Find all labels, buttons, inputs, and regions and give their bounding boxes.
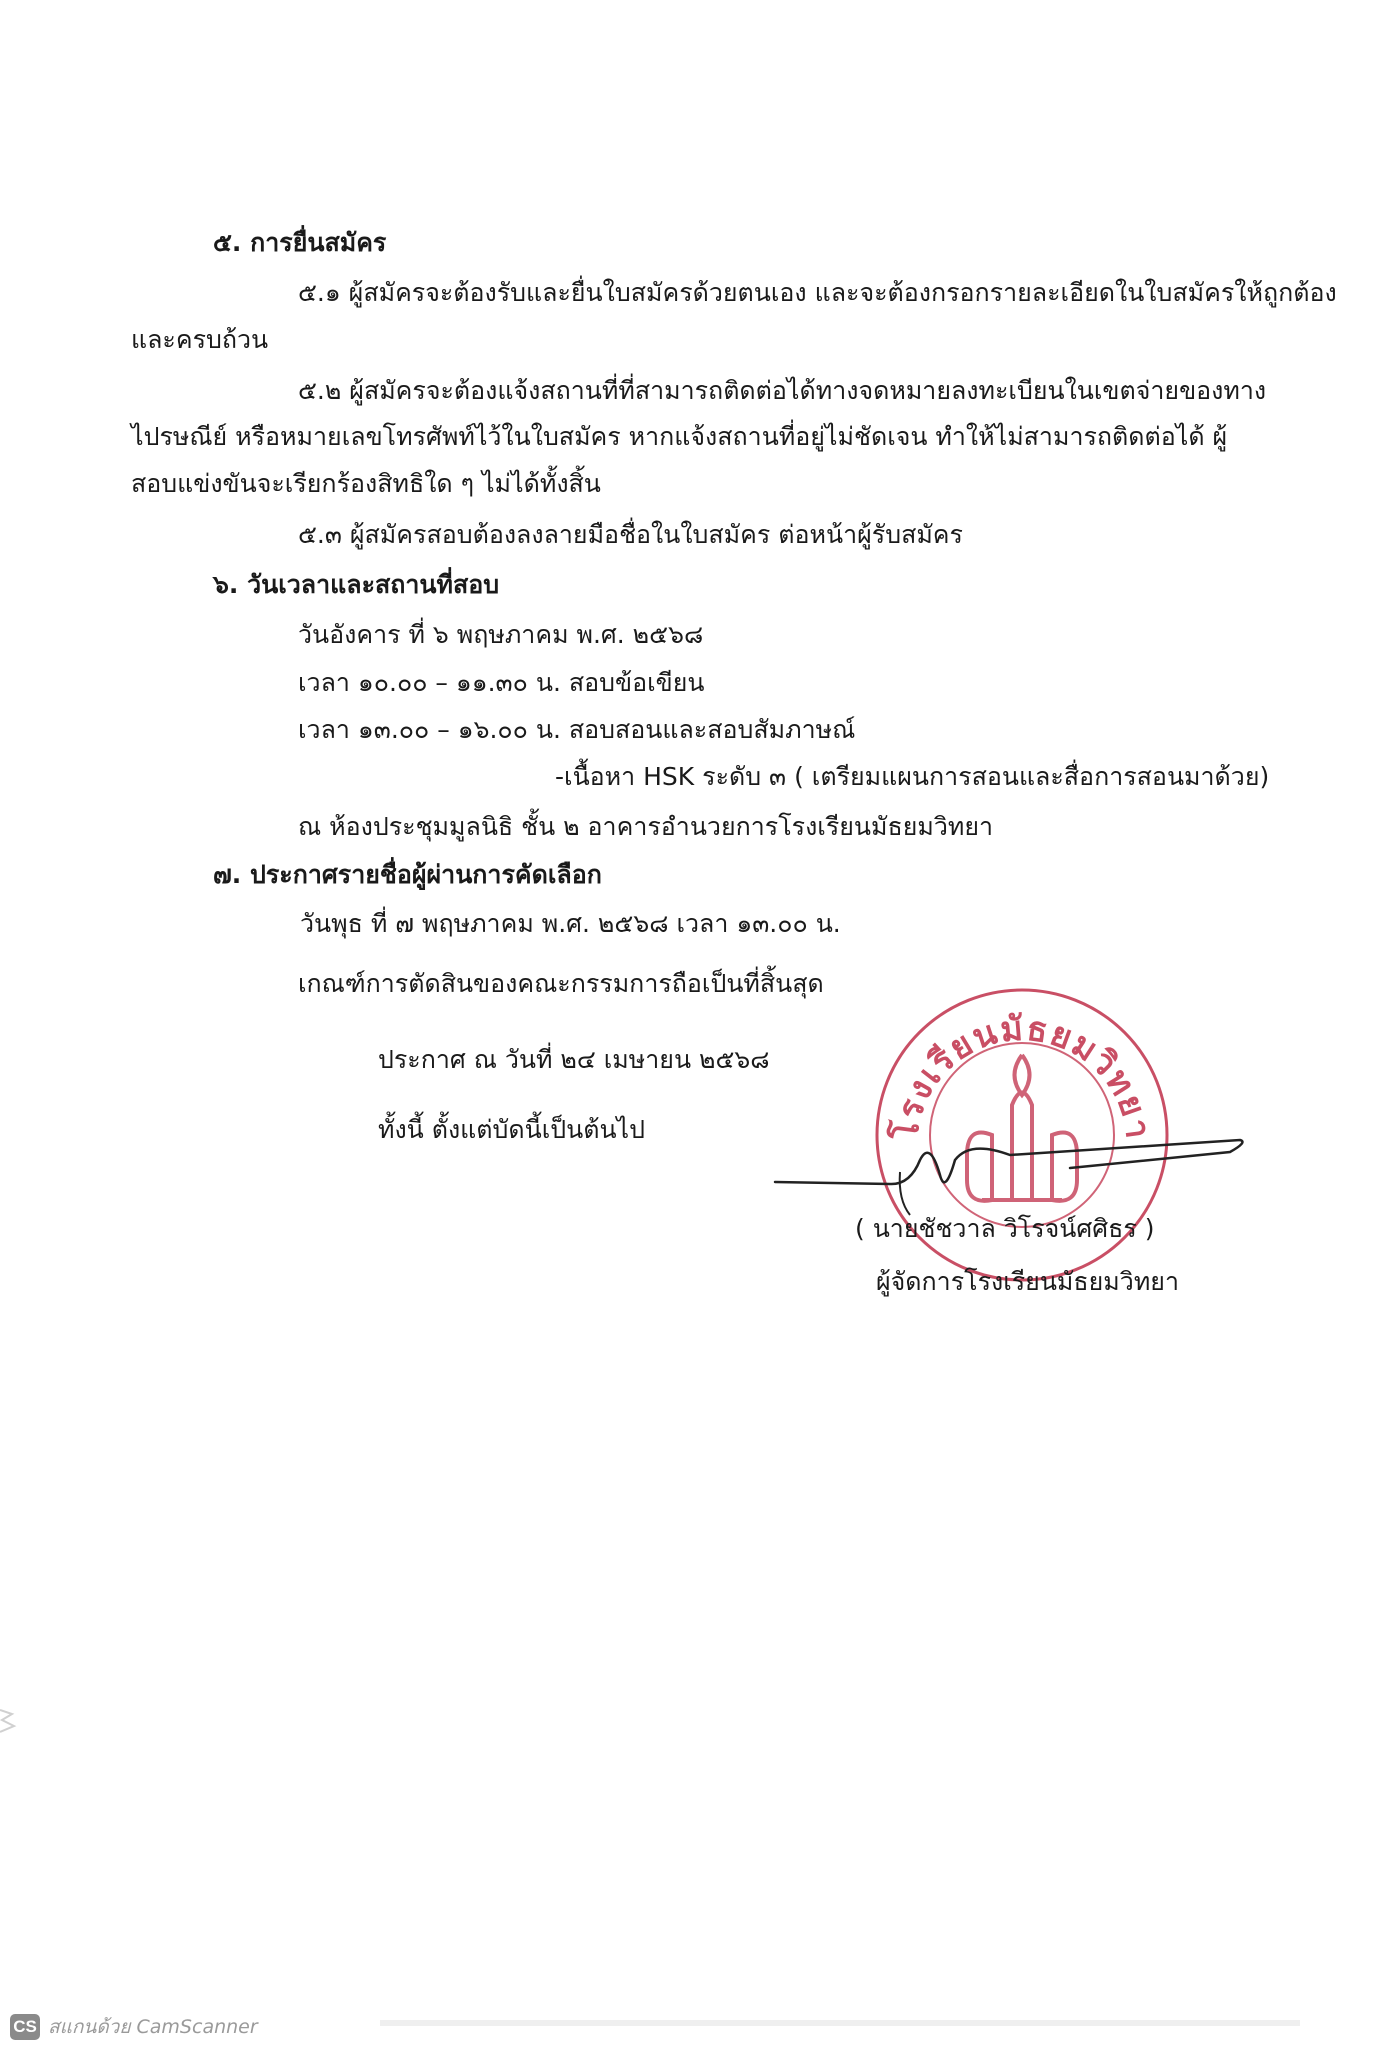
s5-3: ๕.๓ ผู้สมัครสอบต้องลงลายมือชื่อในใบสมัคร ต่อหน้าผู้รับสมัคร: [298, 520, 963, 549]
announced-date: ประกาศ ณ วันที่ ๒๔ เมษายน ๒๕๖๘: [378, 1045, 770, 1074]
section5-heading: ๕. การยื่นสมัคร: [213, 228, 387, 257]
signer-name: ( นายชัชวาล วิโรจน์ศศิธร ): [855, 1214, 1155, 1243]
s6-time2: เวลา ๑๓.๐๐ – ๑๖.๐๐ น. สอบสอนและสอบสัมภาษณ์: [298, 715, 856, 744]
s6-date: วันอังคาร ที่ ๖ พฤษภาคม พ.ศ. ๒๕๖๘: [298, 620, 704, 649]
s6-content: -เนื้อหา HSK ระดับ ๓ ( เตรียมแผนการสอนและสื่อการสอนมาด้วย): [555, 762, 1270, 791]
s5-1-line2: และครบถ้วน: [131, 325, 269, 354]
camscanner-text: สแกนด้วย CamScanner: [48, 2016, 258, 2038]
stamp-text: โรงเรียนมัธยมวิทยา: [885, 1008, 1159, 1143]
section7-heading: ๗. ประกาศรายชื่อผู้ผ่านการคัดเลือก: [213, 860, 602, 889]
camscanner-logo-icon: CS: [10, 2014, 40, 2040]
s7-date: วันพุธ ที่ ๗ พฤษภาคม พ.ศ. ๒๕๖๘ เวลา ๑๓.๐๐ น.: [300, 909, 841, 938]
s5-2-line3: สอบแข่งขันจะเรียกร้องสิทธิใด ๆ ไม่ได้ทั้งสิ้น: [131, 469, 601, 498]
s5-2-line1: ๕.๒ ผู้สมัครจะต้องแจ้งสถานที่ที่สามารถติดต่อได้ทางจดหมายลงทะเบียนในเขตจ่ายของทาง: [298, 376, 1267, 405]
camscanner-watermark: [10, 2010, 258, 2044]
effective-text: ทั้งนี้ ตั้งแต่บัดนี้เป็นต้นไป: [378, 1115, 645, 1144]
signer-position: ผู้จัดการโรงเรียนมัธยมวิทยา: [876, 1267, 1179, 1296]
s6-time1: เวลา ๑๐.๐๐ – ๑๑.๓๐ น. สอบข้อเขียน: [298, 668, 705, 697]
s6-venue: ณ ห้องประชุมมูลนิธิ ชั้น ๒ อาคารอำนวยการโรงเรียนมัธยมวิทยา: [298, 812, 994, 841]
s5-2-line2: ไปรษณีย์ หรือหมายเลขโทรศัพท์ไว้ในใบสมัคร หากแจ้งสถานที่อยู่ไม่ชัดเจน ทำให้ไม่สามารถติดต่อได้ ผู้: [131, 422, 1228, 451]
section6-heading: ๖. วันเวลาและสถานที่สอบ: [213, 570, 500, 599]
scan-edge-mark: [0, 1700, 40, 1760]
scan-edge-line: [380, 2020, 1300, 2026]
criteria-text: เกณฑ์การตัดสินของคณะกรรมการถือเป็นที่สิ้นสุด: [298, 969, 824, 998]
s5-1-line1: ๕.๑ ผู้สมัครจะต้องรับและยื่นใบสมัครด้วยตนเอง และจะต้องกรอกรายละเอียดในใบสมัครให้ถูกต้อง: [298, 278, 1337, 307]
